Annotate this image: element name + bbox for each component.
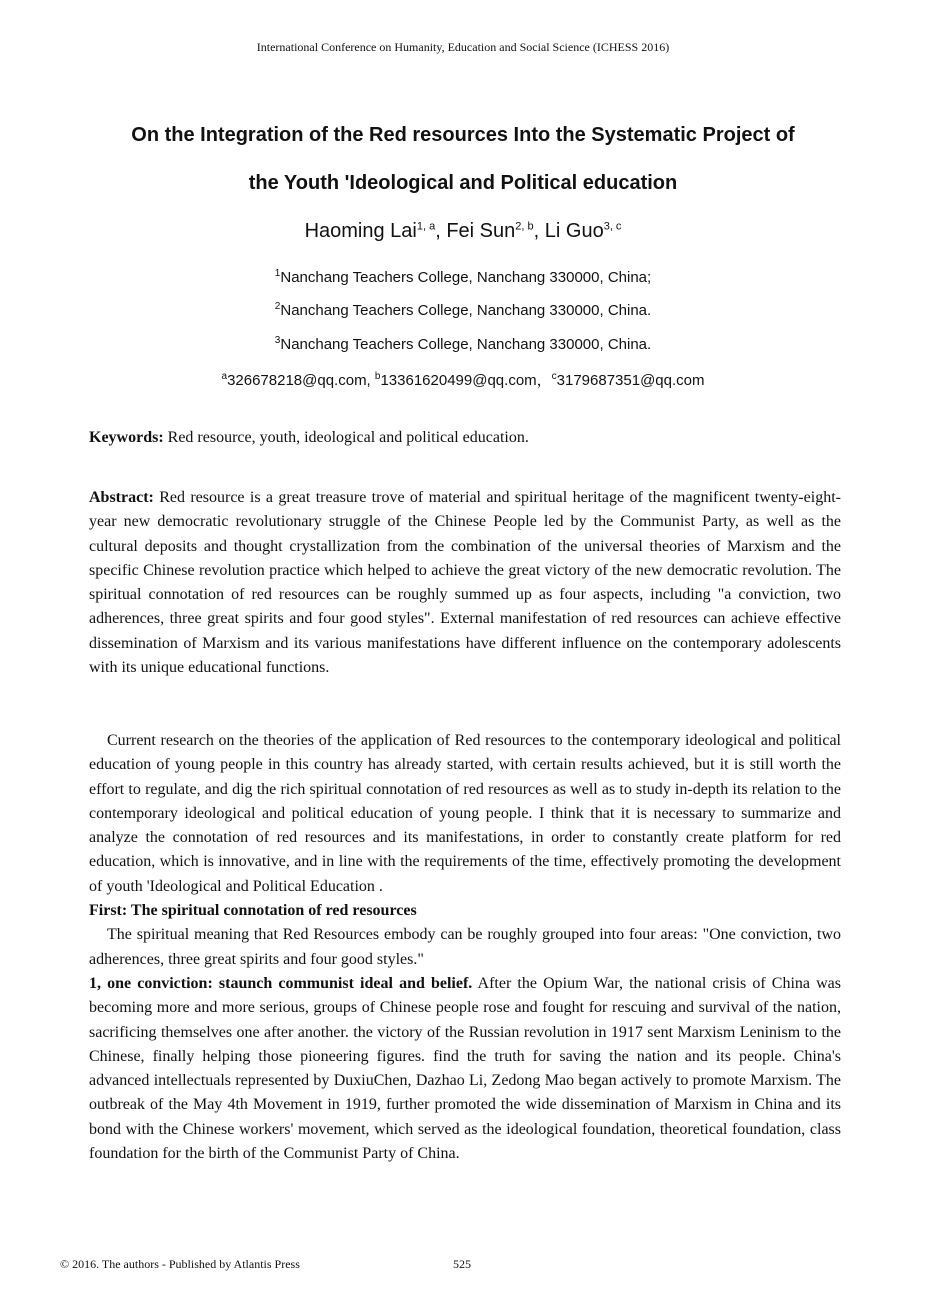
email-mark: c bbox=[551, 371, 557, 382]
abstract-text: Red resource is a great treasure trove of material and spiritual heritage of the magnificent twenty-eight-year new democratic revolutionary struggle of the Chinese People led by the Communist Party, as well as the cultural deposits and thought crystallization from the combination of the universal theories of Marxism and the specific Chinese revolution practice which helped to achieve the great victory of the new democratic revolution. The spiritual connotation of red resources can be roughly summed up as four aspects, including "a conviction, two adherences, three great spirits and four good styles". External manifestation of red resources can achieve effective dissemination of Marxism and its various manifestations have different influence on the contemporary adolescents with its unique educational functions. bbox=[89, 489, 841, 677]
paper-title-line-1: On the Integration of the Red resources Into the Systematic Project of bbox=[131, 124, 795, 146]
abstract-label: Abstract: bbox=[89, 489, 154, 506]
author-name: Li Guo bbox=[544, 220, 604, 242]
keywords-section bbox=[89, 426, 841, 450]
affiliation-2 bbox=[0, 302, 926, 319]
section-heading: First: The spiritual connotation of red resources bbox=[89, 902, 417, 920]
author-affiliation-mark: 1, a bbox=[416, 220, 436, 233]
page-number: 525 bbox=[453, 1257, 471, 1271]
author-list bbox=[0, 220, 926, 243]
author-affiliation-mark: 3, c bbox=[603, 220, 622, 233]
abstract-section bbox=[89, 486, 841, 680]
body-paragraph: Current research on the theories of the application of Red resources to the contemporary ideological and political education of young people in this country has already started, with certain results achieved, but it is still worth the effort to regulate, and dig the rich spiritual connotation of red resources as well as to study in-depth its relation to the contemporary ideological and political education of young people. I think that it is necessary to summarize and analyze the connotation of red resources and its manifestations, in order to constantly create platform for red education, which is innovative, and in line with the requirements of the time, effectively promoting the development of youth 'Ideological and Political Education . bbox=[89, 732, 841, 895]
body-text bbox=[89, 729, 841, 1166]
affiliation-mark: 3 bbox=[274, 335, 281, 346]
paper-title-line-2: the Youth 'Ideological and Political education bbox=[248, 172, 678, 194]
author-name: Haoming Lai bbox=[304, 220, 417, 242]
author-affiliation-mark: 2, b bbox=[515, 220, 534, 233]
affiliation-text: Nanchang Teachers College, Nanchang 330000, China. bbox=[280, 302, 652, 319]
affiliation-text: Nanchang Teachers College, Nanchang 330000, China. bbox=[280, 336, 652, 353]
affiliation-text: Nanchang Teachers College, Nanchang 330000, China; bbox=[280, 269, 652, 286]
keywords-text: Red resource, youth, ideological and political education. bbox=[163, 429, 529, 446]
author-emails bbox=[0, 369, 926, 390]
subsection-label: 1, one conviction: staunch communist ideal and belief. bbox=[89, 974, 473, 992]
running-header: International Conference on Humanity, Education and Social Science (ICHESS 2016) bbox=[256, 40, 670, 54]
affiliation-mark: 1 bbox=[274, 268, 281, 279]
footer-copyright: © 2016. The authors - Published by Atlantis Press bbox=[60, 1257, 300, 1271]
body-paragraph bbox=[89, 972, 841, 1166]
keywords-label: Keywords: bbox=[89, 429, 164, 446]
body-paragraph-text: After the Opium War, the national crisis of China was becoming more and more serious, groups of Chinese people rose and fought for rescuing and survival of the nation, sacrificing themselves one after another. the victory of the Russian revolution in 1917 sent Marxism Leninism to the Chinese, finally helping those pioneering figures. find the truth for saving the nation and its people. China's advanced intellectuals represented by DuxiuChen, Dazhao Li, Zedong Mao began actively to promote Marxism. The outbreak of the May 4th Movement in 1919, further promoted the wide dissemination of Marxism in China and its bond with the Chinese workers' movement, which served as the ideological foundation, theoretical foundation, class foundation for the birth of the Communist Party of China. bbox=[89, 974, 841, 1163]
email-mark: b bbox=[374, 371, 381, 382]
affiliation-1 bbox=[0, 269, 926, 286]
email-mark: a bbox=[221, 371, 228, 382]
email-address: 326678218@qq.com, bbox=[227, 372, 375, 389]
email-address: 3179687351@qq.com bbox=[556, 372, 705, 389]
author-name: Fei Sun bbox=[446, 220, 516, 242]
author-separator: , bbox=[533, 220, 545, 242]
body-paragraph: The spiritual meaning that Red Resources embody can be roughly grouped into four areas: "One conviction, two adherences, three great spirits and four good styles." bbox=[89, 926, 841, 968]
affiliation-mark: 2 bbox=[274, 301, 281, 312]
affiliation-3 bbox=[0, 336, 926, 353]
email-address: 13361620499@qq.com， bbox=[380, 372, 552, 389]
author-separator: , bbox=[435, 220, 447, 242]
